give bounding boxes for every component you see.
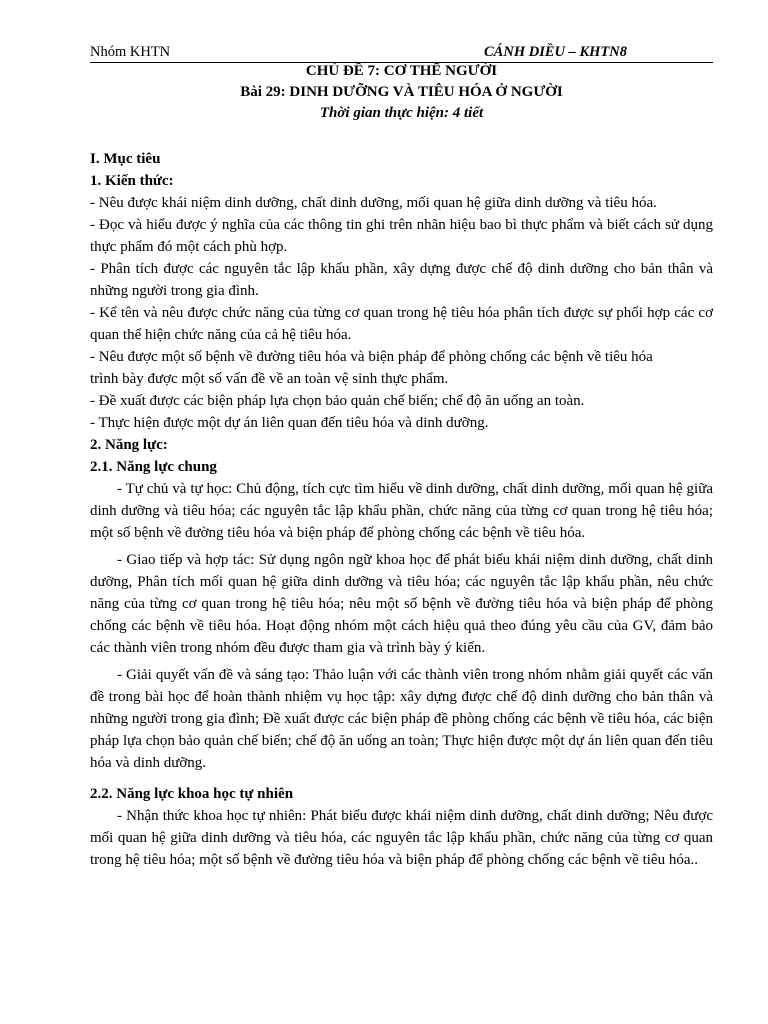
knowledge-item: - Nêu được khái niệm dinh dưỡng, chất dinh dưỡng, mối quan hệ giữa dinh dưỡng và tiêu hóa. [90, 195, 657, 211]
general-competence-item: - Tự chủ và tự học: Chủ động, tích cực tìm hiểu về dinh dưỡng, chất dinh dưỡng, mối quan hệ giữa dinh dưỡng và tiêu hóa; các nguyên tắc lập khẩu phần, chức năng của từng cơ quan trong hệ tiêu hóa; một số bệnh về đường tiêu hóa và biện pháp để phòng chống các bệnh về tiêu hóa. [90, 481, 713, 541]
knowledge-item: - Thực hiện được một dự án liên quan đến tiêu hóa và dinh dưỡng. [90, 415, 489, 431]
duration-line: Thời gian thực hiện: 4 tiết [319, 105, 484, 121]
header-book-label: CÁNH DIỀU – KHTN8 [484, 44, 628, 60]
knowledge-item: - Đọc và hiểu được ý nghĩa của các thông tin ghi trên nhãn hiệu bao bì thực phẩm và biết cách sử dụng thực phẩm đó một cách phù hợp. [90, 217, 713, 255]
section-heading-objectives: I. Mục tiêu [90, 151, 161, 167]
general-competence-item: - Giải quyết vấn đề và sáng tạo: Thảo luận với các thành viên trong nhóm nhằm giải quyết các vấn đề trong bài học để hoàn thành nhiệm vụ học tập: xây dựng được chế độ dinh dưỡng cho bản thân và những người trong gia đình; Đề xuất được các biện pháp đề phòng chống các bệnh về tiêu hóa, các biện pháp lựa chọn bảo quản chế biến; chế độ ăn uống an toàn; Thực hiện được một dự án liên quan đến tiêu hóa và dinh dưỡng. [90, 667, 713, 771]
subheading-general-competence: 2.1. Năng lực chung [90, 459, 217, 475]
subheading-science-competence: 2.2. Năng lực khoa học tự nhiên [90, 786, 294, 802]
knowledge-item: - Đề xuất được các biện pháp lựa chọn bảo quản chế biến; chế độ ăn uống an toàn. [90, 393, 585, 409]
science-competence-item: - Nhận thức khoa học tự nhiên: Phát biểu được khái niệm dinh dưỡng, chất dinh dưỡng; Nêu được mối quan hệ giữa dinh dưỡng và tiêu hóa, các nguyên tắc lập khẩu phần, chức năng của từng cơ quan trong hệ tiêu hóa; một số bệnh về đường tiêu hóa và biện pháp để phòng chống các bệnh về tiêu hóa.. [90, 808, 713, 868]
topic-title: CHỦ ĐỀ 7: CƠ THỂ NGƯỜI [305, 63, 498, 79]
knowledge-item: - Kể tên và nêu được chức năng của từng cơ quan trong hệ tiêu hóa phân tích được sự phối hợp các cơ quan thể hiện chức năng của cả hệ tiêu hóa. [90, 305, 713, 343]
header-group-label: Nhóm KHTN [90, 44, 171, 60]
knowledge-item: - Phân tích được các nguyên tắc lập khẩu phần, xây dựng được chế độ dinh dưỡng cho bản thân và những người trong gia đình. [90, 261, 713, 299]
knowledge-item: trình bày được một số vấn đề về an toàn vệ sinh thực phẩm. [90, 371, 449, 387]
knowledge-item: - Nêu được một số bệnh về đường tiêu hóa và biện pháp để phòng chống các bệnh về tiêu hóa [90, 349, 653, 365]
lesson-title: Bài 29: DINH DƯỠNG VÀ TIÊU HÓA Ở NGƯỜI [240, 84, 563, 100]
document-body [90, 148, 713, 871]
subheading-knowledge: 1. Kiến thức: [90, 173, 174, 189]
general-competence-item: - Giao tiếp và hợp tác: Sử dụng ngôn ngữ khoa học để phát biểu khái niệm dinh dưỡng, chất dinh dưỡng, Phân tích mối quan hệ giữa dinh dưỡng và tiêu hóa; các nguyên tắc lập khẩu phần, nêu chức năng của từng cơ quan trong hệ tiêu hóa; nêu một số bệnh về đường tiêu hóa và biện pháp để phòng chống các bệnh về tiêu hóa. Hoạt động nhóm một cách hiệu quả theo đúng yêu cầu của GV, đảm bảo các thành viên trong nhóm đều được tham gia và trình bày ý kiến. [90, 552, 713, 656]
subheading-competence: 2. Năng lực: [90, 437, 168, 453]
